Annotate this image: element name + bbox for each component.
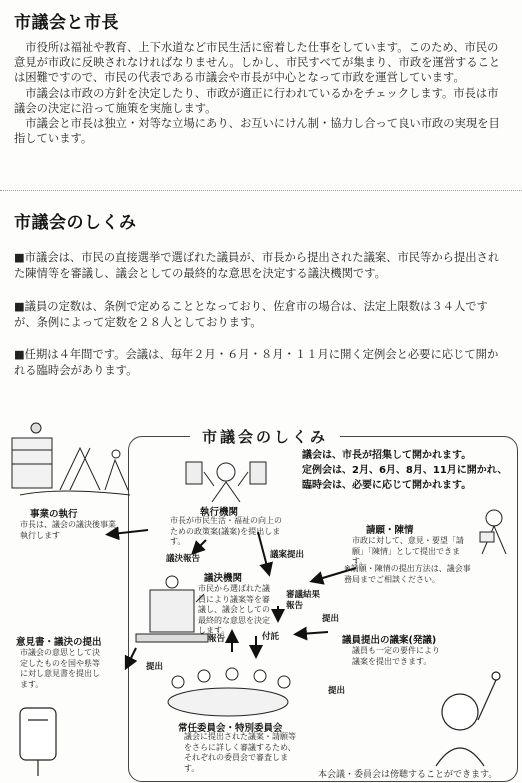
arrow-label-submit: 提出: [146, 662, 164, 672]
section-title-council-structure: 市議会のしくみ: [14, 213, 137, 233]
arrow-label-review-result: 審議結果報告: [286, 590, 321, 611]
petition-text: 市政に対して、意見・要望「請願」「陳情」として提出できます。: [352, 536, 464, 566]
diagram-title: 市議会のしくみ: [190, 426, 340, 448]
playground-illustration: [12, 423, 130, 495]
sessions-note-line: 臨時会は、必要に応じて開かれます。: [302, 480, 472, 491]
execution-label: 事業の執行: [30, 509, 78, 520]
section1-paragraph: 市役所は福祉や教育、上下水道など市民生活に密着した仕事をしています。このため、市民の意見が市政に反映されなければなりません。しかし、市民すべてが集まり、市政を運営することは困難ですので、市民の代表である市議会や市長が中心となって市政を運営しています。: [14, 41, 501, 85]
structure-point: ■議員の定数は、条例で定めることとなっており、佐倉市の場合は、法定上限数は３４人ですが、条例によって定数を２８人としております。: [14, 300, 488, 329]
legislature-label: 議決機関: [204, 573, 243, 584]
executive-label: 執行機関: [200, 507, 239, 518]
committee-illustration: [168, 668, 290, 716]
section1-paragraph: 市議会と市長は独立・対等な立場にあり、お互いにけん制・協力し合って良い市政の実現を目指しています。: [14, 117, 500, 146]
petition-label: 請願・陳情: [366, 525, 414, 536]
executive-text: 市長が市民生活・福祉の向上のための政策案(議案)を提出します。: [170, 516, 282, 546]
footer-note: 本会議・委員会は傍聴することができます。: [318, 770, 498, 780]
committee-text: 議会に提出された議案・請願等をさらに詳しく審議するため、それぞれの委員会で審査します。: [184, 732, 296, 773]
arrow-label-bill-submit: 議案提出: [270, 550, 305, 560]
arrow-label-submit: 提出: [322, 614, 340, 624]
council-structure-diagram: [0, 420, 522, 783]
waving-man-illustration: [436, 672, 500, 766]
section-divider: [0, 190, 522, 191]
petition-note: ※請願・陳情の提出方法は、議会事務局までご相談ください。: [344, 564, 471, 584]
member-bill-label: 議員提出の議案(発議): [342, 635, 437, 646]
structure-point: ■市議会は、市民の直接選挙で選ばれた議員が、市長から提出された議案、市民等から提出された陳情等を審議し、議会としての最終的な意思を決定する議決機関です。: [14, 251, 500, 280]
committee-label: 常任委員会・特別委員会: [178, 723, 283, 734]
legislature-text: 市民から選ばれた議員により議案等を審議し、議会としての最終的な意思を決定します。: [198, 584, 270, 635]
sessions-note-line: 定例会は、2月、6月、8月、11月に開かれ、: [302, 465, 508, 476]
mayor-illustration: [186, 462, 266, 502]
sessions-note: [302, 448, 512, 493]
mailbox-illustration: [20, 708, 56, 776]
opinion-label: 意見書・議決の提出: [16, 637, 102, 648]
arrow-label-refer: 付託: [262, 632, 280, 642]
section1-paragraph: 市議会は市政の方針を決定したり、市政が適正に行われているかをチェックします。市長は市議会の決定に沿って施策を実施します。: [14, 86, 499, 115]
section1-body: [14, 40, 508, 146]
arrow-label-resolution-report: 議決報告: [166, 554, 201, 564]
structure-point: ■任期は４年間です。会議は、毎年２月・６月・８月・１１月に開く定例会と必要に応じて開かれる臨時会があります。: [14, 348, 499, 377]
member-bill-text: 議員も一定の要件により議案を提出できます。: [352, 646, 440, 666]
arrow-label-submit: 提出: [328, 686, 346, 696]
sessions-note-line: 議会は、市長が招集して開かれます。: [302, 450, 472, 461]
citizen-illustration: [480, 510, 506, 554]
execution-text: 市長は、議会の議決後事業執行します: [20, 520, 116, 540]
opinion-text: 市議会の意思として決定したものを国や県等に対し意見書を提出します。: [20, 648, 100, 689]
arrow-label-report: 報告: [208, 634, 226, 644]
section-title-city-council-and-mayor: 市議会と市長: [14, 13, 119, 33]
